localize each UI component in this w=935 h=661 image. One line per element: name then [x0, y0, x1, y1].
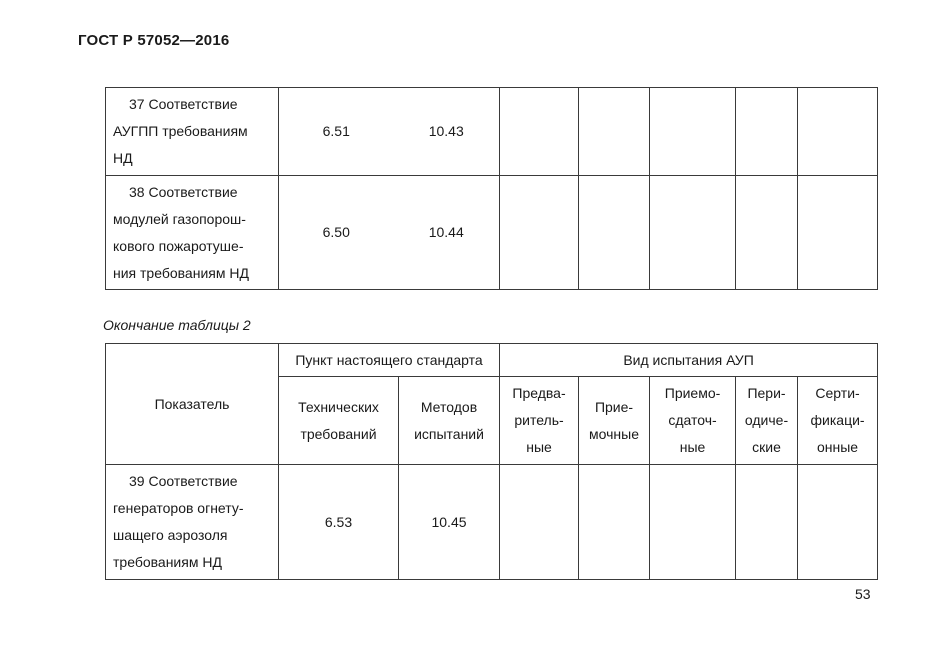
table-row [106, 176, 878, 290]
row-label-line: требованиям НД [113, 554, 222, 570]
header-line: Пери- [747, 385, 786, 401]
test-method-value: 10.43 [428, 123, 464, 139]
header-line: Приемо- [664, 385, 721, 401]
empty-cell [736, 88, 798, 176]
header-line: Технических [298, 398, 379, 415]
document-header: ГОСТ Р 57052—2016 [78, 32, 230, 49]
row-label-38 [106, 176, 279, 290]
empty-cell [500, 88, 579, 176]
header-test-type-group: Вид испытания АУП [500, 344, 878, 377]
header-tech-req [279, 377, 399, 465]
empty-cell [650, 176, 736, 290]
row-label-line: 38 Соответствие [129, 183, 238, 200]
header-line: Предва- [512, 385, 566, 401]
tech-req-value: 6.53 [279, 465, 399, 580]
row-label-line: 39 Соответствие [129, 473, 238, 489]
row-label-line: НД [113, 150, 133, 166]
header-test-method [399, 377, 500, 465]
tech-req-value: 6.51 [322, 123, 350, 139]
empty-cell [500, 465, 579, 580]
row-label-39 [106, 465, 279, 580]
header-line: фикаци- [810, 412, 865, 428]
header-line: сдаточ- [668, 412, 717, 428]
header-line: испытаний [414, 425, 484, 442]
row-label-line: генераторов огнету- [113, 500, 244, 516]
empty-cell [650, 88, 736, 176]
empty-cell [736, 465, 798, 580]
empty-cell [798, 88, 878, 176]
row-label-line: АУГПП требованиям [113, 123, 248, 139]
row-label-37 [106, 88, 279, 176]
empty-cell [650, 465, 736, 580]
header-commissioning [650, 377, 736, 465]
row-label-line: шащего аэрозоля [113, 527, 228, 543]
table-caption: Окончание таблицы 2 [103, 317, 251, 333]
test-method-value: 10.45 [399, 465, 500, 580]
header-line: ские [752, 439, 781, 455]
header-line: ные [526, 439, 552, 455]
empty-cell [736, 176, 798, 290]
header-clause-group: Пункт настоящего стандарта [279, 344, 500, 377]
empty-cell [798, 465, 878, 580]
table-end [105, 343, 878, 580]
header-periodic [736, 377, 798, 465]
header-line: ные [679, 439, 706, 455]
row-label-line: кового пожаротуше- [113, 237, 244, 254]
empty-cell [579, 176, 650, 290]
row-label-line: 37 Соответствие [129, 96, 238, 112]
header-line: Серти- [815, 385, 860, 401]
header-line: онные [816, 439, 859, 455]
clause-cell [279, 176, 500, 290]
header-preliminary [500, 377, 579, 465]
table-row [106, 465, 878, 580]
empty-cell [579, 465, 650, 580]
empty-cell [579, 88, 650, 176]
empty-cell [798, 176, 878, 290]
row-label-line: модулей газопорош- [113, 210, 246, 227]
header-line: мочные [589, 425, 639, 442]
table-header-row [106, 344, 878, 377]
clause-cell [279, 88, 500, 176]
header-line: ритель- [514, 412, 564, 428]
row-label-line: ния требованиям НД [113, 264, 249, 281]
table-continuation [105, 87, 878, 290]
header-acceptance [579, 377, 650, 465]
empty-cell [500, 176, 579, 290]
header-certification [798, 377, 878, 465]
test-method-value: 10.44 [428, 224, 464, 240]
header-line: Прие- [594, 398, 634, 415]
page-number: 53 [855, 586, 871, 602]
header-line: одиче- [744, 412, 789, 428]
header-line: требований [300, 425, 377, 442]
header-line: Методов [420, 398, 478, 415]
header-indicator: Показатель [106, 344, 279, 465]
tech-req-value: 6.50 [322, 224, 350, 240]
table-row [106, 88, 878, 176]
